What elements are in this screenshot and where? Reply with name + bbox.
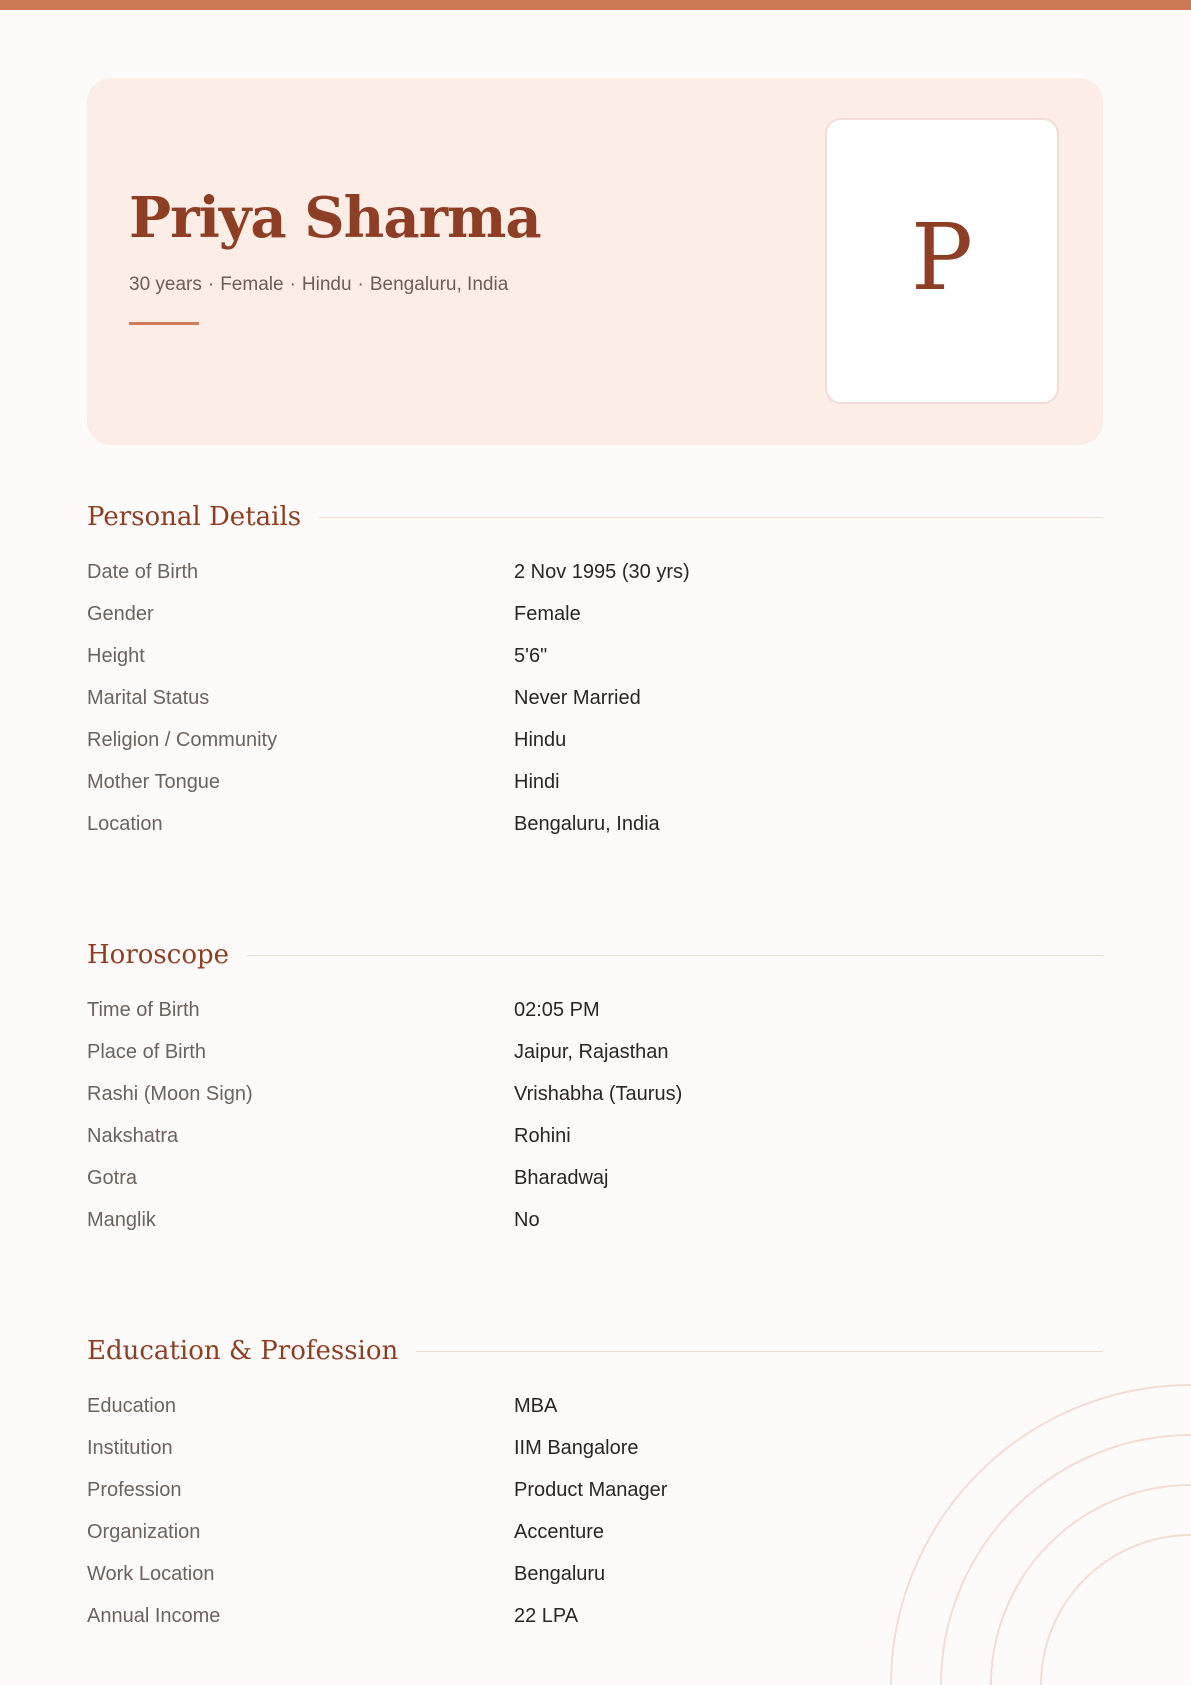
detail-label: Annual Income xyxy=(87,1605,221,1627)
detail-value: Hindi xyxy=(514,771,560,793)
summary-separator: · xyxy=(207,274,215,295)
detail-value: IIM Bangalore xyxy=(514,1437,639,1459)
summary-gender: Female xyxy=(220,274,284,295)
detail-value: Product Manager xyxy=(514,1479,668,1501)
detail-label: Mother Tongue xyxy=(87,771,221,793)
section-header xyxy=(87,1334,1103,1368)
detail-label: Date of Birth xyxy=(87,561,199,583)
detail-row xyxy=(87,1434,1103,1476)
detail-row xyxy=(87,810,1103,852)
detail-label: Work Location xyxy=(87,1563,215,1585)
section-personal-details xyxy=(87,500,1103,852)
detail-row xyxy=(87,1476,1103,1518)
detail-row xyxy=(87,1602,1103,1644)
detail-row xyxy=(87,1560,1103,1602)
detail-row xyxy=(87,684,1103,726)
detail-value: Bengaluru xyxy=(514,1563,606,1585)
detail-label: Time of Birth xyxy=(87,999,200,1021)
detail-label: Organization xyxy=(87,1521,201,1543)
detail-label: Height xyxy=(87,645,145,667)
detail-row xyxy=(87,1392,1103,1434)
detail-label: Manglik xyxy=(87,1209,156,1231)
detail-value: Never Married xyxy=(514,687,641,709)
detail-value: 2 Nov 1995 (30 yrs) xyxy=(514,561,690,583)
detail-label: Place of Birth xyxy=(87,1041,206,1063)
detail-value: Accenture xyxy=(514,1521,605,1543)
detail-value: Hindu xyxy=(514,729,567,751)
detail-label: Gender xyxy=(87,603,154,625)
detail-value: Jaipur, Rajasthan xyxy=(514,1041,669,1063)
detail-value: Female xyxy=(514,603,581,625)
detail-label: Marital Status xyxy=(87,687,210,709)
detail-value: Bengaluru, India xyxy=(514,813,660,835)
section-header xyxy=(87,938,1103,972)
summary-separator: · xyxy=(357,274,364,295)
detail-label: Gotra xyxy=(87,1167,138,1189)
detail-list xyxy=(87,558,1103,852)
section-header xyxy=(87,500,1103,534)
detail-value: No xyxy=(514,1209,540,1231)
detail-row xyxy=(87,1164,1103,1206)
detail-row xyxy=(87,642,1103,684)
detail-label: Profession xyxy=(87,1479,182,1501)
detail-label: Institution xyxy=(87,1437,173,1459)
name-underline xyxy=(129,322,199,325)
section-education-profession xyxy=(87,1334,1103,1644)
summary-religion: Hindu xyxy=(301,274,352,295)
summary-age: 30 years xyxy=(129,274,202,295)
detail-list xyxy=(87,996,1103,1248)
detail-list xyxy=(87,1392,1103,1644)
detail-row xyxy=(87,996,1103,1038)
detail-row xyxy=(87,1080,1103,1122)
detail-value: Rohini xyxy=(514,1125,571,1147)
profile-initial: P xyxy=(911,204,973,311)
detail-row xyxy=(87,1206,1103,1248)
section-title: Education & Profession xyxy=(87,1336,399,1366)
detail-value: Bharadwaj xyxy=(514,1167,609,1189)
section-horoscope xyxy=(87,938,1103,1248)
detail-value: 5'6" xyxy=(514,645,548,667)
detail-value: MBA xyxy=(514,1395,558,1417)
section-title: Personal Details xyxy=(87,502,302,532)
top-accent-bar xyxy=(0,0,1191,10)
detail-label: Religion / Community xyxy=(87,729,278,751)
detail-label: Education xyxy=(87,1395,176,1417)
detail-row xyxy=(87,558,1103,600)
summary-separator: · xyxy=(289,274,296,295)
section-title: Horoscope xyxy=(87,940,229,970)
detail-value: 02:05 PM xyxy=(514,999,600,1021)
profile-photo-placeholder xyxy=(825,118,1059,404)
profile-header-card xyxy=(87,78,1103,445)
detail-value: 22 LPA xyxy=(514,1605,579,1627)
section-divider xyxy=(247,955,1103,956)
detail-row xyxy=(87,1038,1103,1080)
detail-value: Vrishabha (Taurus) xyxy=(514,1083,683,1105)
section-divider xyxy=(319,517,1103,518)
detail-label: Nakshatra xyxy=(87,1125,179,1147)
profile-summary xyxy=(129,274,508,296)
detail-row xyxy=(87,1122,1103,1164)
detail-label: Rashi (Moon Sign) xyxy=(87,1083,253,1105)
detail-row xyxy=(87,1518,1103,1560)
detail-row xyxy=(87,726,1103,768)
detail-row xyxy=(87,768,1103,810)
section-divider xyxy=(416,1351,1103,1352)
summary-location: Bengaluru, India xyxy=(369,274,509,295)
profile-name: Priya Sharma xyxy=(129,185,541,251)
detail-label: Location xyxy=(87,813,163,835)
detail-row xyxy=(87,600,1103,642)
